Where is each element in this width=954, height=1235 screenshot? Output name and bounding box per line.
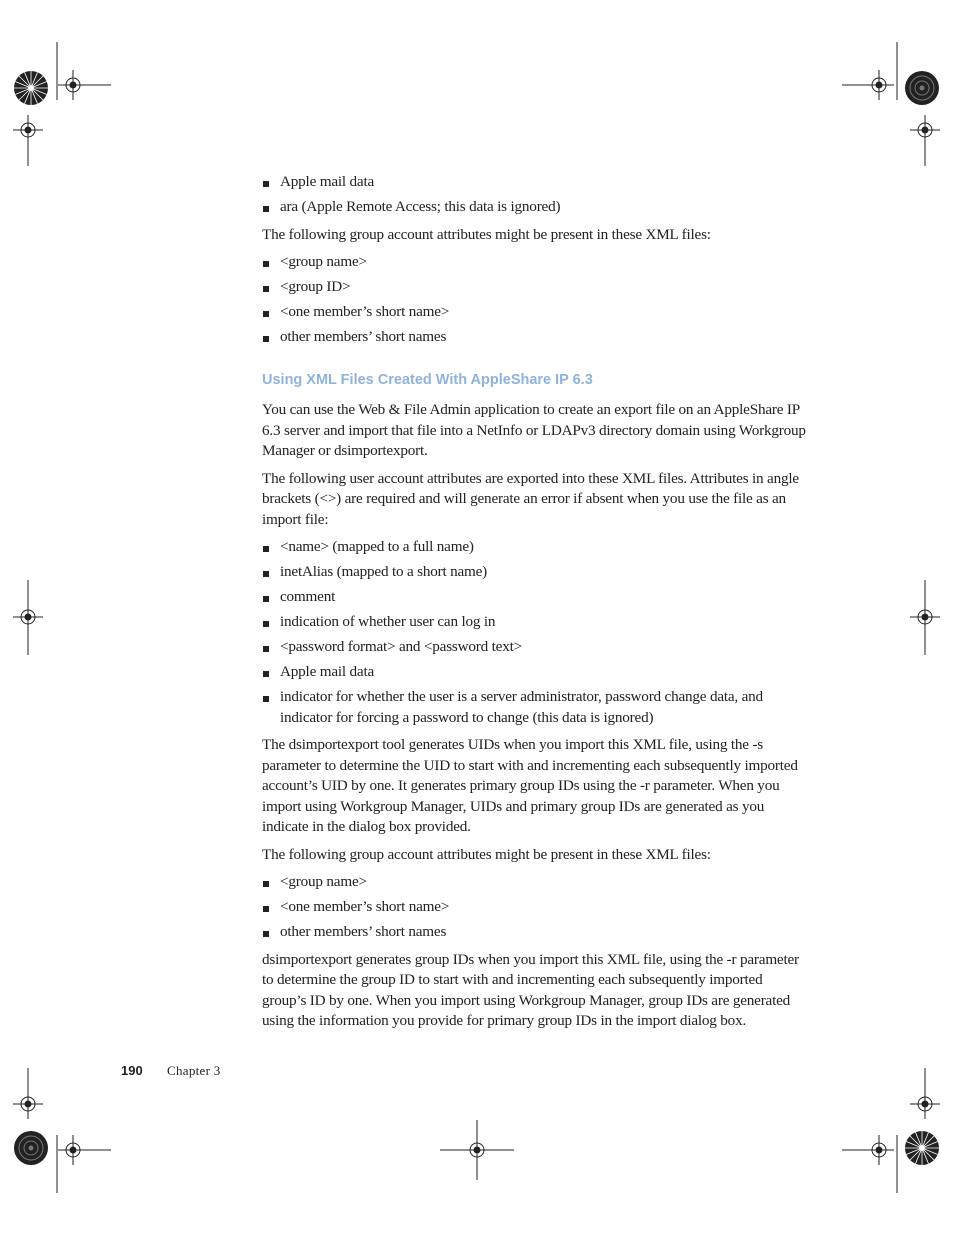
square-bullet-icon: [263, 311, 269, 317]
square-bullet-icon: [263, 286, 269, 292]
square-bullet-icon: [263, 596, 269, 602]
paragraph: You can use the Web & File Admin application to create an export file on an AppleShare IP 6.3 server and import that file into a NetInfo or LDAPv3 directory domain using Workgroup Manager or dsimportexport.: [262, 401, 806, 459]
paragraph: The following group account attributes might be present in these XML files:: [262, 225, 711, 243]
bullet-list: [262, 172, 807, 218]
bullet-list: [262, 872, 807, 943]
list-item: indication of whether user can log in: [262, 612, 807, 633]
paragraph: The following group account attributes might be present in these XML files:: [262, 845, 711, 863]
square-bullet-icon: [263, 931, 269, 937]
square-bullet-icon: [263, 546, 269, 552]
square-bullet-icon: [263, 571, 269, 577]
paragraph: The following user account attributes are exported into these XML files. Attributes in angle brackets (<>) are required and will generate an error if absent when you use the file as an import file:: [262, 469, 799, 528]
bullet-list: [262, 537, 807, 728]
square-bullet-icon: [263, 671, 269, 677]
list-item: Apple mail data: [262, 662, 807, 683]
section-heading: Using XML Files Created With AppleShare IP 6.3: [262, 371, 593, 388]
list-item: <group ID>: [262, 277, 807, 298]
paragraph: The dsimportexport tool generates UIDs when you import this XML file, using the -s parameter to determine the UID to start with and incrementing each subsequently imported account’s UID by one. It generates primary group IDs using the -r parameter. When you import using Workgroup Manager, UIDs and primary group IDs are generated as you indicate in the dialog box provided.: [262, 736, 798, 835]
square-bullet-icon: [263, 621, 269, 627]
list-item: <password format> and <password text>: [262, 637, 807, 658]
list-item: comment: [262, 587, 807, 608]
target-mark-bottom-left: [14, 1131, 48, 1165]
page-body: [262, 172, 807, 1039]
list-item: <one member’s short name>: [262, 302, 807, 323]
chapter-label: Chapter 3: [167, 1063, 221, 1078]
target-mark-top-right: [905, 71, 939, 105]
paragraph: dsimportexport generates group IDs when you import this XML file, using the -r parameter to determine the group ID to start with and incrementing each subsequently imported group’s ID by one. When you import using Workgroup Manager, group IDs are generated using the information you provide for primary group IDs in the import dialog box.: [262, 950, 799, 1029]
square-bullet-icon: [263, 336, 269, 342]
page-footer: [121, 1063, 221, 1079]
square-bullet-icon: [263, 646, 269, 652]
square-bullet-icon: [263, 881, 269, 887]
list-item: other members’ short names: [262, 922, 807, 943]
square-bullet-icon: [263, 261, 269, 267]
list-item: <group name>: [262, 872, 807, 893]
bullet-list: [262, 252, 807, 348]
star-mark-bottom-right: [905, 1131, 939, 1165]
square-bullet-icon: [263, 206, 269, 212]
list-item: inetAlias (mapped to a short name): [262, 562, 807, 583]
list-item: <one member’s short name>: [262, 897, 807, 918]
list-item: <name> (mapped to a full name): [262, 537, 807, 558]
list-item: Apple mail data: [262, 172, 807, 193]
square-bullet-icon: [263, 906, 269, 912]
list-item: other members’ short names: [262, 327, 807, 348]
list-item: <group name>: [262, 252, 807, 273]
list-item: indicator for whether the user is a server administrator, password change data, and indicator for forcing a password to change (this data is ignored): [262, 687, 807, 728]
star-mark-top-left: [14, 71, 48, 105]
page-number: 190: [121, 1063, 143, 1078]
list-item: ara (Apple Remote Access; this data is ignored): [262, 197, 807, 218]
square-bullet-icon: [263, 181, 269, 187]
square-bullet-icon: [263, 696, 269, 702]
